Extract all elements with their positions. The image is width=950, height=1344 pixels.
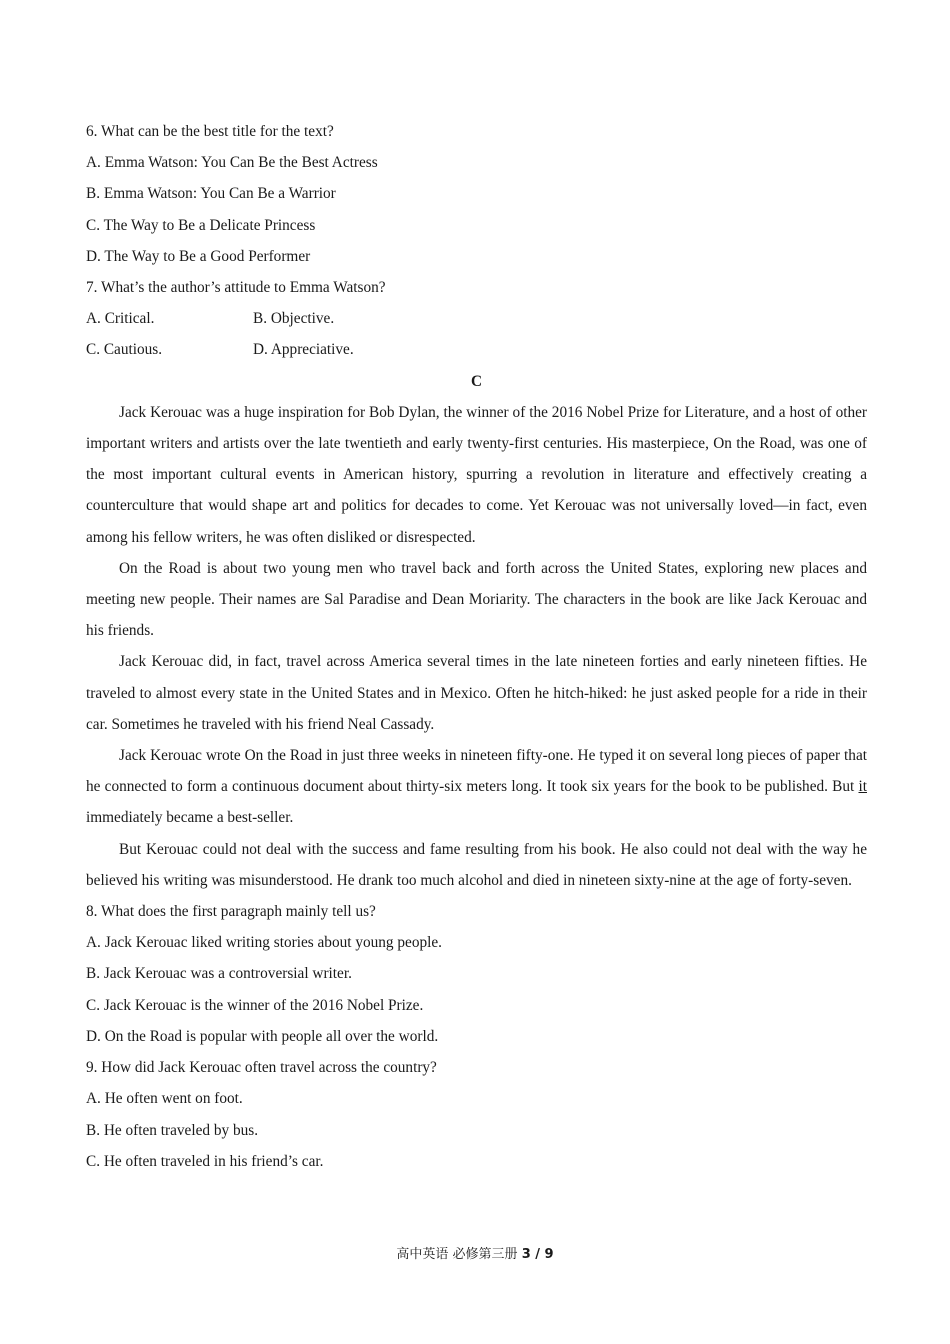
question-8-stem: 8. What does the first paragraph mainly tell us? <box>86 903 376 921</box>
question-7-options-row-2 <box>86 334 867 365</box>
question-7-option-c: C. Cautious. <box>86 341 163 359</box>
passage-paragraph-3: Jack Kerouac did, in fact, travel across America several times in the late nineteen forties and early nineteen fifties. He traveled to almost every state in the United States and in Mexico. Often he hitch-hiked: he just asked people for a ride in their car. Sometimes he traveled with his friend Neal Cassady. <box>86 653 867 733</box>
section-title: C <box>470 372 483 390</box>
question-8-option-a: A. Jack Kerouac liked writing stories about young people. <box>86 934 442 952</box>
question-6-stem: 6. What can be the best title for the text? <box>86 123 334 140</box>
passage-paragraph-2: On the Road is about two young men who travel back and forth across the United States, exploring new places and meeting new people. Their names are Sal Paradise and Dean Moriarity. The characters in the book are like Jack Kerouac and his friends. <box>86 559 867 640</box>
question-7-option-a: A. Critical. <box>86 310 155 328</box>
question-9-stem: 9. How did Jack Kerouac often travel across the country? <box>86 1059 437 1077</box>
question-6-option-a: A. Emma Watson: You Can Be the Best Actress <box>86 154 378 172</box>
footer-page-number: 3 / 9 <box>521 1247 554 1262</box>
question-6-option-d: D. The Way to Be a Good Performer <box>86 247 311 265</box>
question-9-option-c: C. He often traveled in his friend’s car. <box>86 1152 324 1170</box>
passage-paragraph-4 <box>86 740 867 834</box>
question-7-stem: 7. What’s the author’s attitude to Emma Watson? <box>86 279 386 297</box>
passage-paragraph-5: But Kerouac could not deal with the success and fame resulting from his book. He also could not deal with the way he believed his writing was misunderstood. He drank too much alcohol and died in nineteen sixty-nine at the age of forty-seven. <box>86 840 867 889</box>
paragraph-4-text-before: Jack Kerouac wrote On the Road in just three weeks in nineteen fifty-one. He typed it on several long pieces of paper that he connected to form a continuous document about thirty-six meters long. It took six years for the book to be published. But <box>86 747 867 796</box>
question-8-option-d: D. On the Road is popular with people all over the world. <box>86 1027 439 1045</box>
page-footer <box>0 1243 950 1262</box>
passage-paragraph-1: Jack Kerouac was a huge inspiration for Bob Dylan, the winner of the 2016 Nobel Prize for Literature, and a host of other important writers and artists over the late twentieth and early twenty-first centuries. His masterpiece, On the Road, was one of the most important cultural events in American history, spurring a revolution in literature and effectively creating a counterculture that would shape art and politics for decades to come. Yet Kerouac was not universally loved—in fact, even among his fellow writers, he was often disliked or disrespected. <box>86 403 867 546</box>
question-8-option-b: B. Jack Kerouac was a controversial writer. <box>86 965 352 983</box>
question-9-option-b: B. He often traveled by bus. <box>86 1121 259 1139</box>
question-7-option-d: D. Appreciative. <box>253 341 354 359</box>
document-page <box>86 116 867 1177</box>
question-8-option-c: C. Jack Kerouac is the winner of the 2016 Nobel Prize. <box>86 996 424 1014</box>
question-6-option-b: B. Emma Watson: You Can Be a Warrior <box>86 185 336 203</box>
paragraph-4-text-after: immediately became a best-seller. <box>86 809 294 827</box>
question-9-option-a: A. He often went on foot. <box>86 1090 243 1108</box>
question-7-options-row-1 <box>86 303 867 334</box>
question-7-option-b: B. Objective. <box>253 310 335 328</box>
underlined-word: it <box>858 778 867 796</box>
footer-course: 高中英语 必修第三册 <box>396 1247 518 1262</box>
question-6-option-c: C. The Way to Be a Delicate Princess <box>86 216 316 234</box>
